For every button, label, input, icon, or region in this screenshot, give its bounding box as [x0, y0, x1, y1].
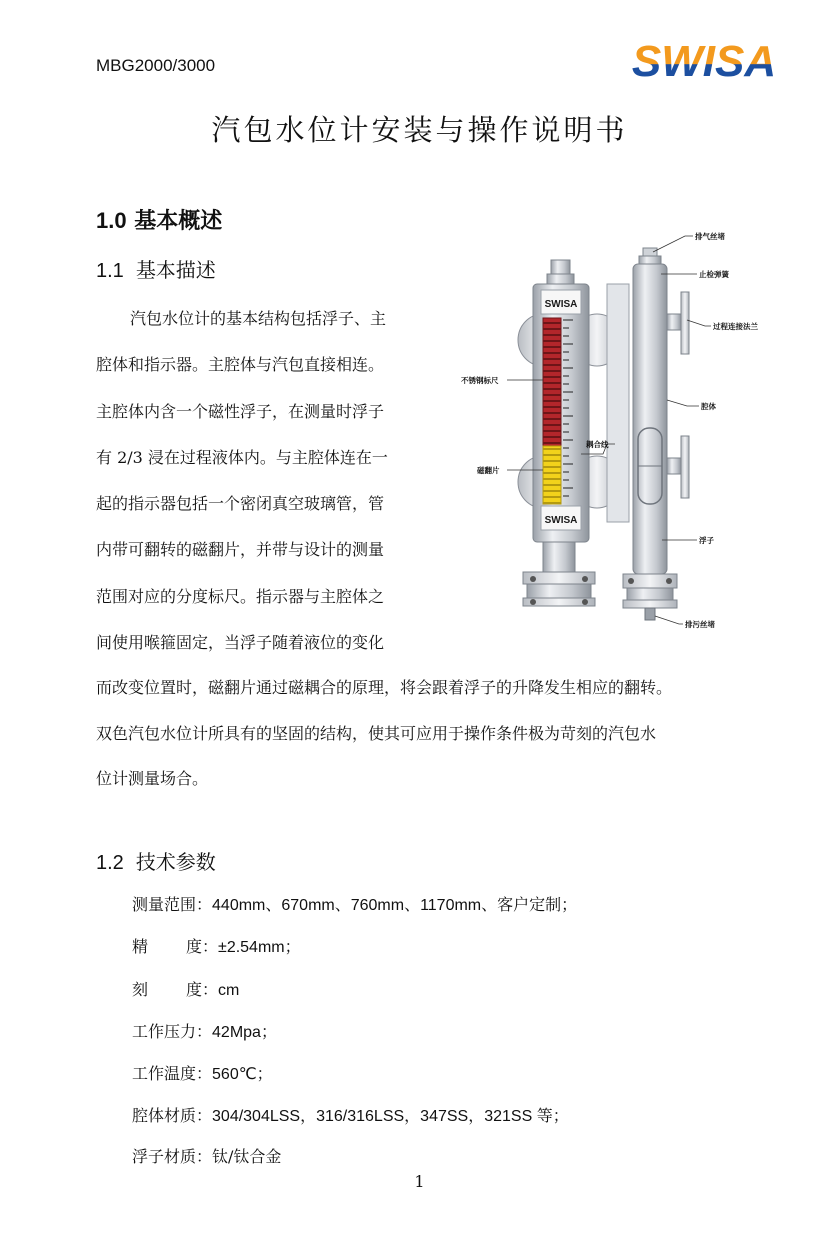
spec-label: 工作温度： — [132, 1064, 213, 1083]
spec-chamber-material — [132, 1103, 569, 1126]
subsection-title: 基本描述 — [135, 258, 216, 282]
spec-value: 42Mpa； — [212, 1024, 277, 1041]
para-line: 位计测量场合。 — [96, 769, 209, 788]
spec-value: cm — [218, 982, 240, 999]
page-number: 1 — [414, 1172, 425, 1191]
para-line: 范围对应的分度标尺。指示器与主腔体之 — [96, 586, 385, 606]
callout-magnetic-flap: 磁翻片 — [477, 466, 500, 475]
spec-scale-unit — [132, 977, 239, 1000]
para-line: 而改变位置时，磁翻片通过磁耦合的原理，将会跟着浮子的升降发生相应的翻转。 — [96, 678, 673, 697]
spec-label-part: 刻 — [132, 980, 149, 999]
subsection-number: 1.1 — [96, 260, 124, 282]
para-line: 间使用喉箍固定，当浮子随着液位的变化 — [96, 633, 385, 653]
callout-vent-plug: 排气丝堵 — [695, 232, 725, 241]
subsection-title: 技术参数 — [135, 850, 216, 874]
spec-value: 440mm、670mm、760mm、1170mm、客户定制； — [212, 897, 578, 914]
section-heading — [96, 204, 222, 235]
para-line: 腔体和指示器。主腔体与汽包直接相连。 — [96, 355, 385, 375]
spec-label: 腔体材质： — [132, 1106, 213, 1125]
spec-label: 工作压力： — [132, 1022, 213, 1041]
level-gauge-figure — [455, 222, 775, 642]
section-number: 1.0 — [96, 208, 127, 233]
header-model-number: MBG2000/3000 — [96, 56, 216, 75]
spec-value: 304/304LSS，316/316LSS，347SS，321SS 等； — [212, 1108, 569, 1125]
description-paragraph — [96, 296, 440, 666]
spec-label-part: 度： — [186, 937, 219, 956]
spec-accuracy — [132, 934, 301, 957]
description-paragraph-continued — [96, 665, 748, 802]
figure-brand-top: SWISA — [544, 299, 578, 310]
swisa-logo — [612, 38, 796, 82]
logo-text: SWISA — [631, 38, 777, 82]
spec-label: 浮子材质： — [132, 1147, 213, 1166]
spec-label-part: 度： — [186, 980, 219, 999]
para-line: 主腔体内含一个磁性浮子，在测量时浮子 — [96, 401, 385, 421]
spec-float-material — [132, 1144, 281, 1167]
para-line: 双色汽包水位计所具有的坚固的结构，使其可应用于操作条件极为苛刻的汽包水 — [96, 723, 657, 743]
figure-brand-bottom: SWISA — [544, 515, 578, 526]
spec-working-pressure — [132, 1019, 277, 1042]
subsection-heading-1-2 — [96, 846, 216, 875]
subsection-heading-1-1 — [96, 254, 216, 283]
spec-value: 560℃； — [212, 1066, 273, 1083]
spec-working-temperature — [132, 1061, 273, 1084]
para-line: 起的指示器包括一个密闭真空玻璃管，管 — [96, 494, 385, 514]
subsection-number: 1.2 — [96, 852, 124, 874]
callout-process-flange: 过程连接法兰 — [713, 322, 758, 331]
spec-measurement-range — [132, 892, 577, 915]
para-line: 汽包水位计的基本结构包括浮子、主 — [130, 309, 387, 328]
para-line: 有 2/3 浸在过程液体内。与主腔体连在一 — [96, 447, 388, 467]
callout-drain-plug: 排污丝堵 — [685, 620, 715, 629]
spec-label-part: 精 — [132, 937, 149, 956]
spec-value: ±2.54mm； — [218, 939, 301, 956]
callout-chamber: 腔体 — [701, 402, 716, 411]
spec-value: 钛/钛合金 — [212, 1147, 282, 1166]
callout-stop-spring: 止检弹簧 — [699, 270, 729, 279]
callout-float: 浮子 — [699, 536, 714, 545]
para-line: 内带可翻转的磁翻片，并带与设计的测量 — [96, 540, 385, 560]
callout-coupling-line: 耦合线 — [586, 440, 609, 449]
section-title: 基本概述 — [134, 208, 223, 234]
callout-steel-scale: 不锈钢标尺 — [461, 376, 499, 385]
document-title: 汽包水位计安装与操作说明书 — [211, 113, 628, 147]
spec-label: 测量范围： — [132, 895, 213, 914]
